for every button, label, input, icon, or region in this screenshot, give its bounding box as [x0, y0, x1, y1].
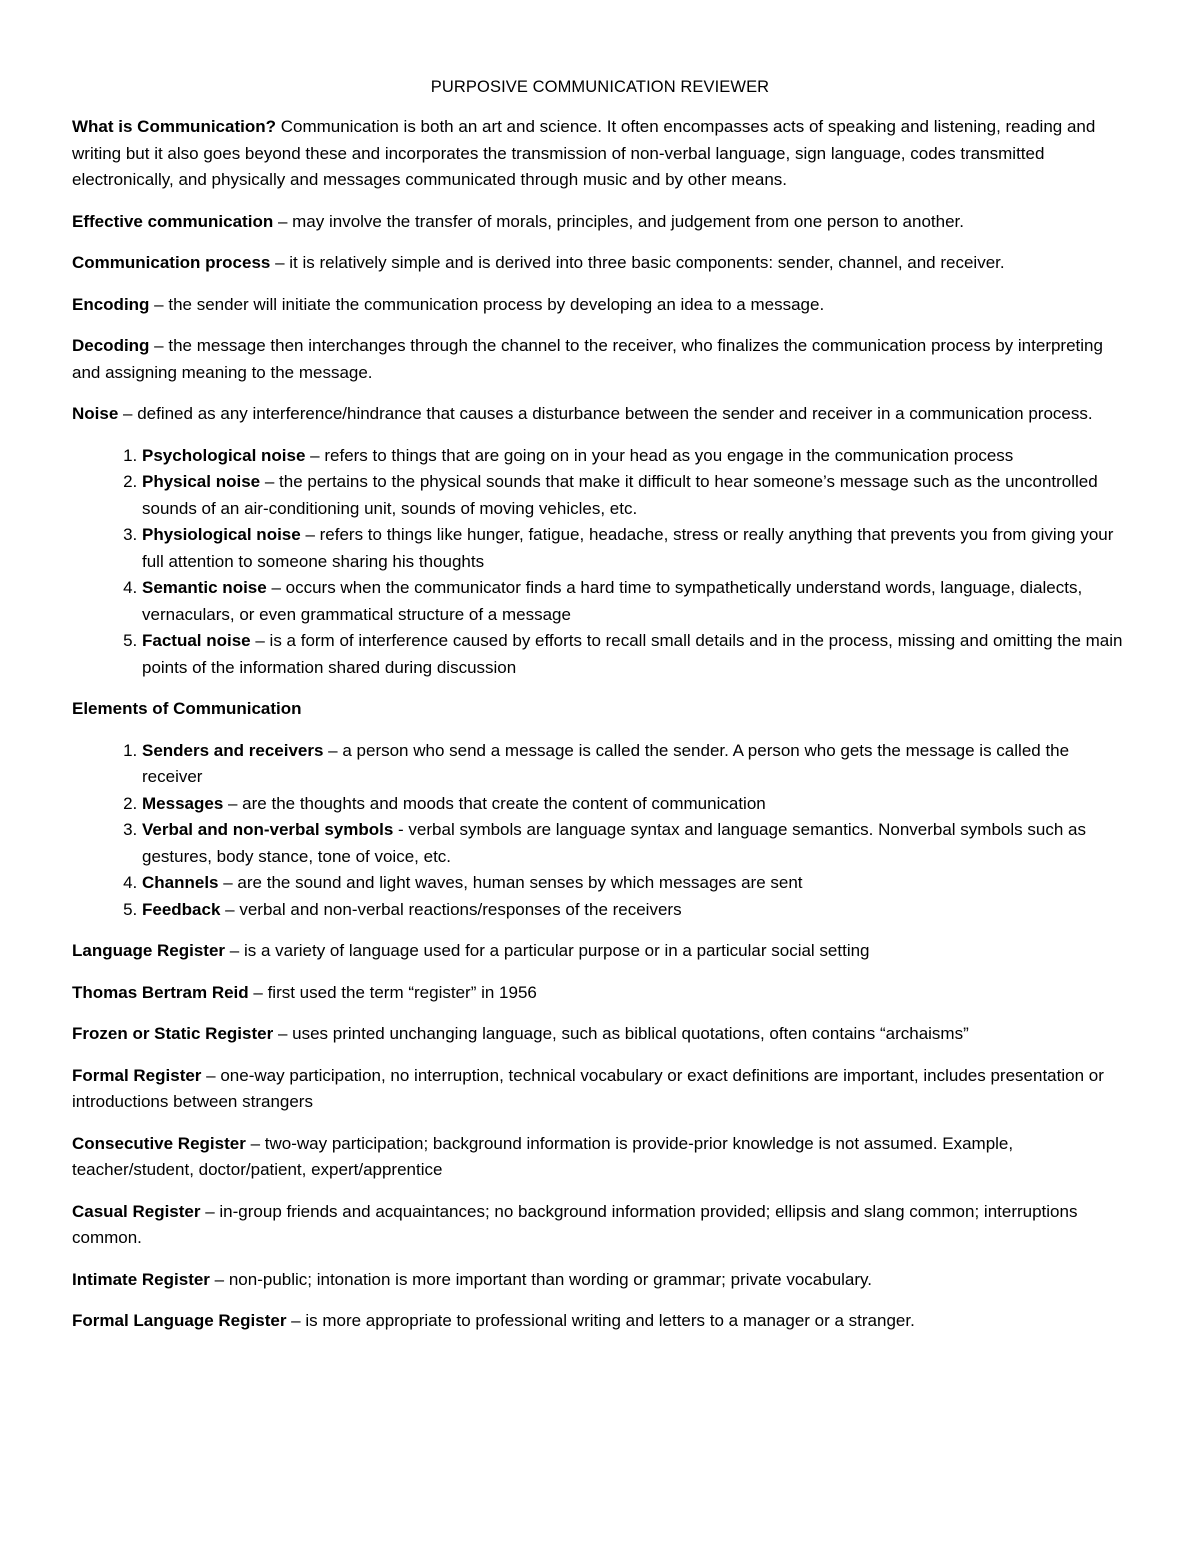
definition-text: – defined as any interference/hindrance that causes a disturbance between the sender and receiver in a communication process.: [118, 404, 1093, 423]
definition-term: Communication process: [72, 253, 271, 272]
list-item-text: – refers to things that are going on in your head as you engage in the communication process: [305, 445, 1014, 465]
list-item: [142, 575, 1128, 628]
definition-text: – may involve the transfer of morals, principles, and judgement from one person to another.: [273, 211, 964, 231]
list-item-text: – are the sound and light waves, human senses by which messages are sent: [218, 873, 803, 892]
definition-term: Casual Register: [72, 1201, 201, 1221]
list-item-term: Physiological noise: [142, 525, 301, 544]
list-item-text: – are the thoughts and moods that create the content of communication: [223, 793, 766, 813]
definition-language-register: [72, 938, 1128, 965]
list-item: [142, 870, 1128, 897]
definition-text: – is a variety of language used for a particular purpose or in a particular social setting: [225, 941, 870, 960]
definition-text: – is more appropriate to professional writing and letters to a manager or a stranger.: [286, 1311, 915, 1330]
definition-intimate-register: [72, 1267, 1128, 1294]
list-item-term: Factual noise: [142, 631, 251, 650]
page-title: PURPOSIVE COMMUNICATION REVIEWER: [430, 78, 770, 96]
definition-term: Encoding: [72, 294, 150, 314]
list-item-term: Physical noise: [142, 472, 261, 491]
definition-text: – two-way participation; background information is provide-prior knowledge is not assumed. Example, teacher/student, doctor/patient, expert/apprentice: [72, 1133, 1014, 1179]
list-item-text: - verbal symbols are language syntax and language semantics. Nonverbal symbols such as gestures, body stance, tone of voice, etc.: [142, 820, 1086, 866]
intro-paragraph: [72, 114, 1128, 194]
definition-text: – one-way participation, no interruption, technical vocabulary or exact definitions are important, includes presentation or introductions between strangers: [72, 1065, 1104, 1111]
list-item-text: – refers to things like hunger, fatigue, headache, stress or really anything that prevents you from giving your full attention to someone sharing his thoughts: [142, 525, 1114, 571]
definition-term: Decoding: [72, 336, 150, 355]
section-heading: Elements of Communication: [72, 699, 302, 718]
list-item: [142, 522, 1128, 575]
list-item-text: – the pertains to the physical sounds that make it difficult to hear someone’s message such as the uncontrolled sounds of an air-conditioning unit, sounds of moving vehicles, etc.: [142, 472, 1098, 518]
intro-text: Communication is both an art and science. It often encompasses acts of speaking and listening, reading and writing but it also goes beyond these and incorporates the transmission of non-verbal language, sign language, codes transmitted electronically, and physically and messages communicated through music and by other means.: [72, 117, 1096, 189]
list-item-text: – is a form of interference caused by efforts to recall small details and in the process, missing and omitting the main points of the information shared during discussion: [142, 631, 1123, 677]
list-item-term: Psychological noise: [142, 445, 306, 465]
definition-term: Formal Register: [72, 1065, 202, 1085]
definition-decoding: [72, 333, 1128, 386]
definition-term: Intimate Register: [72, 1269, 210, 1289]
definition-casual-register: [72, 1199, 1128, 1252]
definition-consecutive-register: [72, 1131, 1128, 1184]
list-item-term: Senders and receivers: [142, 740, 324, 760]
list-item-text: – a person who send a message is called the sender. A person who gets the message is called the receiver: [142, 740, 1070, 786]
list-item-text: – verbal and non-verbal reactions/responses of the receivers: [220, 899, 682, 919]
noise-types-list: [72, 443, 1128, 682]
definition-text: – the message then interchanges through the channel to the receiver, who finalizes the communication process by interpreting and assigning meaning to the message.: [72, 336, 1103, 382]
list-item: [142, 791, 1128, 818]
definition-formal-register: [72, 1063, 1128, 1116]
list-item: [142, 469, 1128, 522]
definition-term: Consecutive Register: [72, 1133, 246, 1153]
list-item: [142, 817, 1128, 870]
list-item-term: Messages: [142, 793, 224, 813]
list-item-term: Semantic noise: [142, 578, 267, 597]
list-item: [142, 738, 1128, 791]
definition-noise: [72, 401, 1128, 428]
list-item-term: Feedback: [142, 899, 221, 919]
definition-term: Noise: [72, 404, 119, 423]
list-item-text: – occurs when the communicator finds a hard time to sympathetically understand words, language, dialects, vernaculars, or even grammatical structure of a message: [142, 578, 1083, 624]
definition-text: – in-group friends and acquaintances; no background information provided; ellipsis and slang common; interruptions common.: [72, 1201, 1078, 1247]
elements-list: [72, 738, 1128, 924]
definition-thomas-bertram-reid: [72, 980, 1128, 1007]
intro-term: What is Communication?: [72, 117, 276, 136]
definition-term: Frozen or Static Register: [72, 1024, 274, 1043]
definition-formal-language-register: [72, 1308, 1128, 1335]
definition-encoding: [72, 292, 1128, 319]
list-item: [142, 897, 1128, 924]
list-item-term: Verbal and non-verbal symbols: [142, 820, 394, 839]
definition-text: – it is relatively simple and is derived into three basic components: sender, channel, and receiver.: [270, 253, 1005, 272]
definition-term: Formal Language Register: [72, 1311, 287, 1330]
definition-text: – first used the term “register” in 1956: [248, 982, 537, 1002]
definition-effective-communication: [72, 209, 1128, 236]
list-item: [142, 628, 1128, 681]
definition-text: – the sender will initiate the communication process by developing an idea to a message.: [149, 294, 825, 314]
list-item: [142, 443, 1128, 470]
list-item-term: Channels: [142, 873, 219, 892]
definition-term: Effective communication: [72, 211, 274, 231]
definition-term: Language Register: [72, 941, 226, 960]
definition-text: – non-public; intonation is more important than wording or grammar; private vocabulary.: [209, 1269, 872, 1289]
definition-term: Thomas Bertram Reid: [72, 982, 249, 1002]
definition-communication-process: [72, 250, 1128, 277]
definition-text: – uses printed unchanging language, such as biblical quotations, often contains “archaisms”: [273, 1024, 969, 1043]
definition-frozen-register: [72, 1021, 1128, 1048]
